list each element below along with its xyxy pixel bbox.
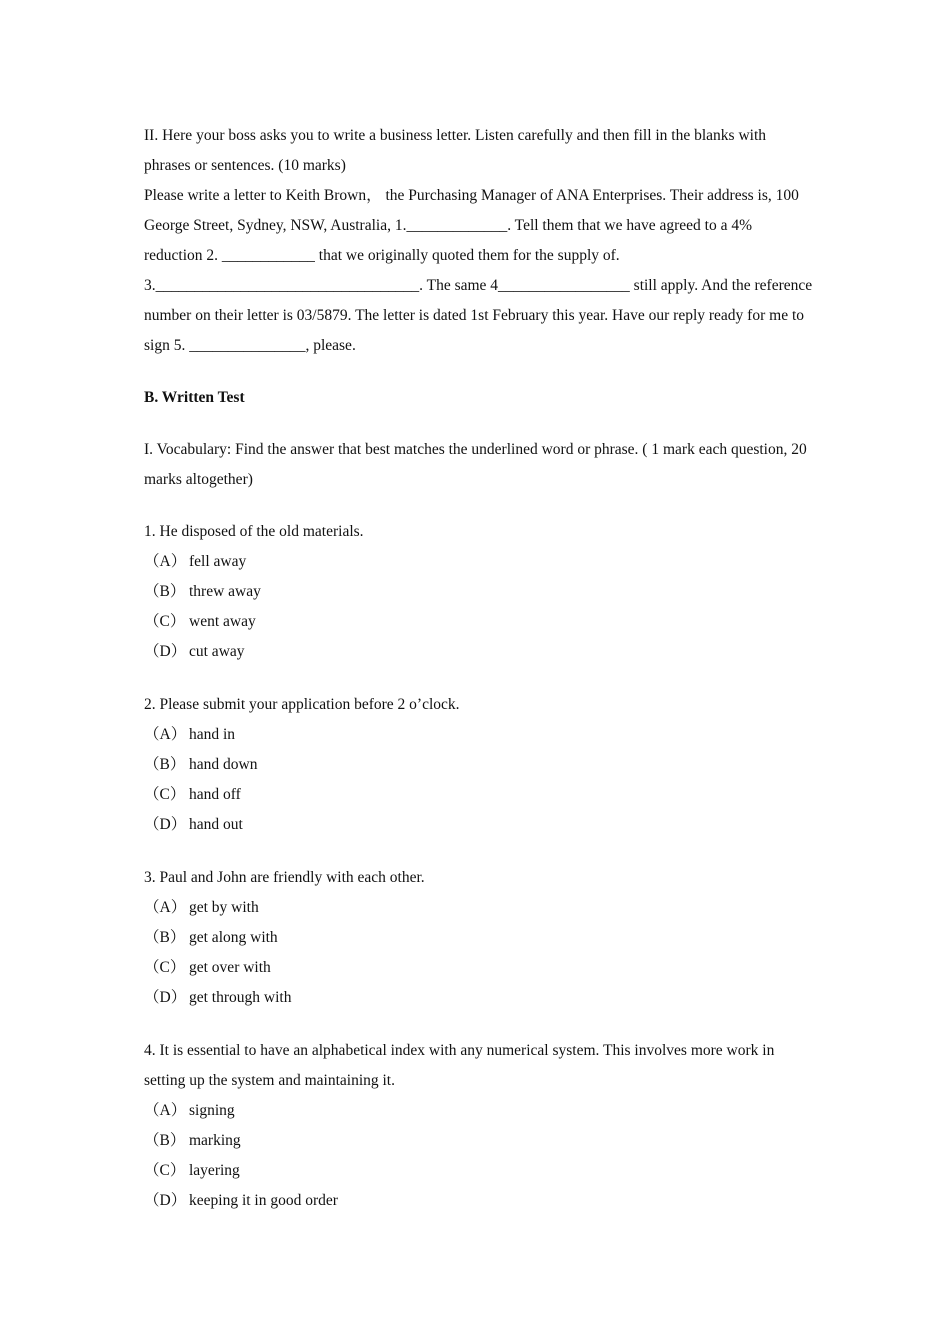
option-b	[144, 750, 814, 780]
option-d	[144, 1186, 814, 1216]
option-letter: （A）	[144, 1102, 187, 1119]
question-block	[144, 517, 814, 667]
option-d	[144, 810, 814, 840]
option-text: get by with	[189, 899, 259, 916]
option-c	[144, 780, 814, 810]
vocabulary-instruction: I. Vocabulary: Find the answer that best matches the underlined word or phrase. ( 1 mark each question, 20 marks altogether)	[144, 441, 807, 488]
letter-passage: Please write a letter to Keith Brown， the Purchasing Manager of ANA Enterprises. Their address is, 100 George Street, Sydney, NSW, Australia, 1._____________. Tell them that we have agreed to a 4% reduction 2. ____________ that we originally quoted them for the supply of. 3.__________________________________. The same 4_________________ still apply. And the reference number on their letter is 03/5879. The letter is dated 1st February this year. Have our reply ready for me to sign 5. _______________, please.	[144, 187, 813, 354]
option-text: marking	[189, 1132, 241, 1149]
option-c	[144, 1156, 814, 1186]
question-text: 3. Paul and John are friendly with each other.	[144, 869, 425, 886]
option-letter: （B）	[144, 1132, 186, 1149]
written-test-heading: B. Written Test	[144, 389, 245, 406]
option-b	[144, 1126, 814, 1156]
option-letter: （B）	[144, 929, 186, 946]
question-block	[144, 690, 814, 840]
option-letter: （C）	[144, 613, 186, 630]
option-text: signing	[189, 1102, 235, 1119]
option-text: hand out	[189, 816, 243, 833]
option-letter: （C）	[144, 959, 186, 976]
option-text: threw away	[189, 583, 261, 600]
option-a	[144, 893, 814, 923]
option-text: cut away	[189, 643, 245, 660]
option-text: hand off	[189, 786, 241, 803]
option-letter: （A）	[144, 726, 187, 743]
option-c	[144, 953, 814, 983]
option-text: get through with	[189, 989, 292, 1006]
question-text: 4. It is essential to have an alphabetical index with any numerical system. This involves more work in setting up the system and maintaining it.	[144, 1042, 775, 1089]
option-text: hand in	[189, 726, 236, 743]
option-text: went away	[189, 613, 256, 630]
option-d	[144, 983, 814, 1013]
option-letter: （A）	[144, 553, 187, 570]
option-text: get along with	[189, 929, 278, 946]
option-letter: （A）	[144, 899, 187, 916]
option-c	[144, 607, 814, 637]
option-text: layering	[189, 1162, 240, 1179]
question-text: 2. Please submit your application before 2 o’clock.	[144, 696, 460, 713]
option-letter: （B）	[144, 583, 186, 600]
question-text: 1. He disposed of the old materials.	[144, 523, 364, 540]
option-letter: （B）	[144, 756, 186, 773]
option-b	[144, 923, 814, 953]
option-a	[144, 547, 814, 577]
option-letter: （D）	[144, 816, 187, 833]
option-letter: （C）	[144, 786, 186, 803]
option-letter: （D）	[144, 989, 187, 1006]
option-letter: （D）	[144, 1192, 187, 1209]
option-letter: （D）	[144, 643, 187, 660]
option-text: keeping it in good order	[189, 1192, 338, 1209]
option-b	[144, 577, 814, 607]
option-text: fell away	[189, 553, 247, 570]
question-block	[144, 863, 814, 1013]
option-text: get over with	[189, 959, 271, 976]
document-page	[144, 121, 814, 1216]
option-a	[144, 720, 814, 750]
option-d	[144, 637, 814, 667]
option-text: hand down	[189, 756, 258, 773]
option-a	[144, 1096, 814, 1126]
section-2-instruction: II. Here your boss asks you to write a business letter. Listen carefully and then fill in the blanks with phrases or sentences. (10 marks)	[144, 127, 767, 174]
question-block	[144, 1036, 814, 1216]
option-letter: （C）	[144, 1162, 186, 1179]
